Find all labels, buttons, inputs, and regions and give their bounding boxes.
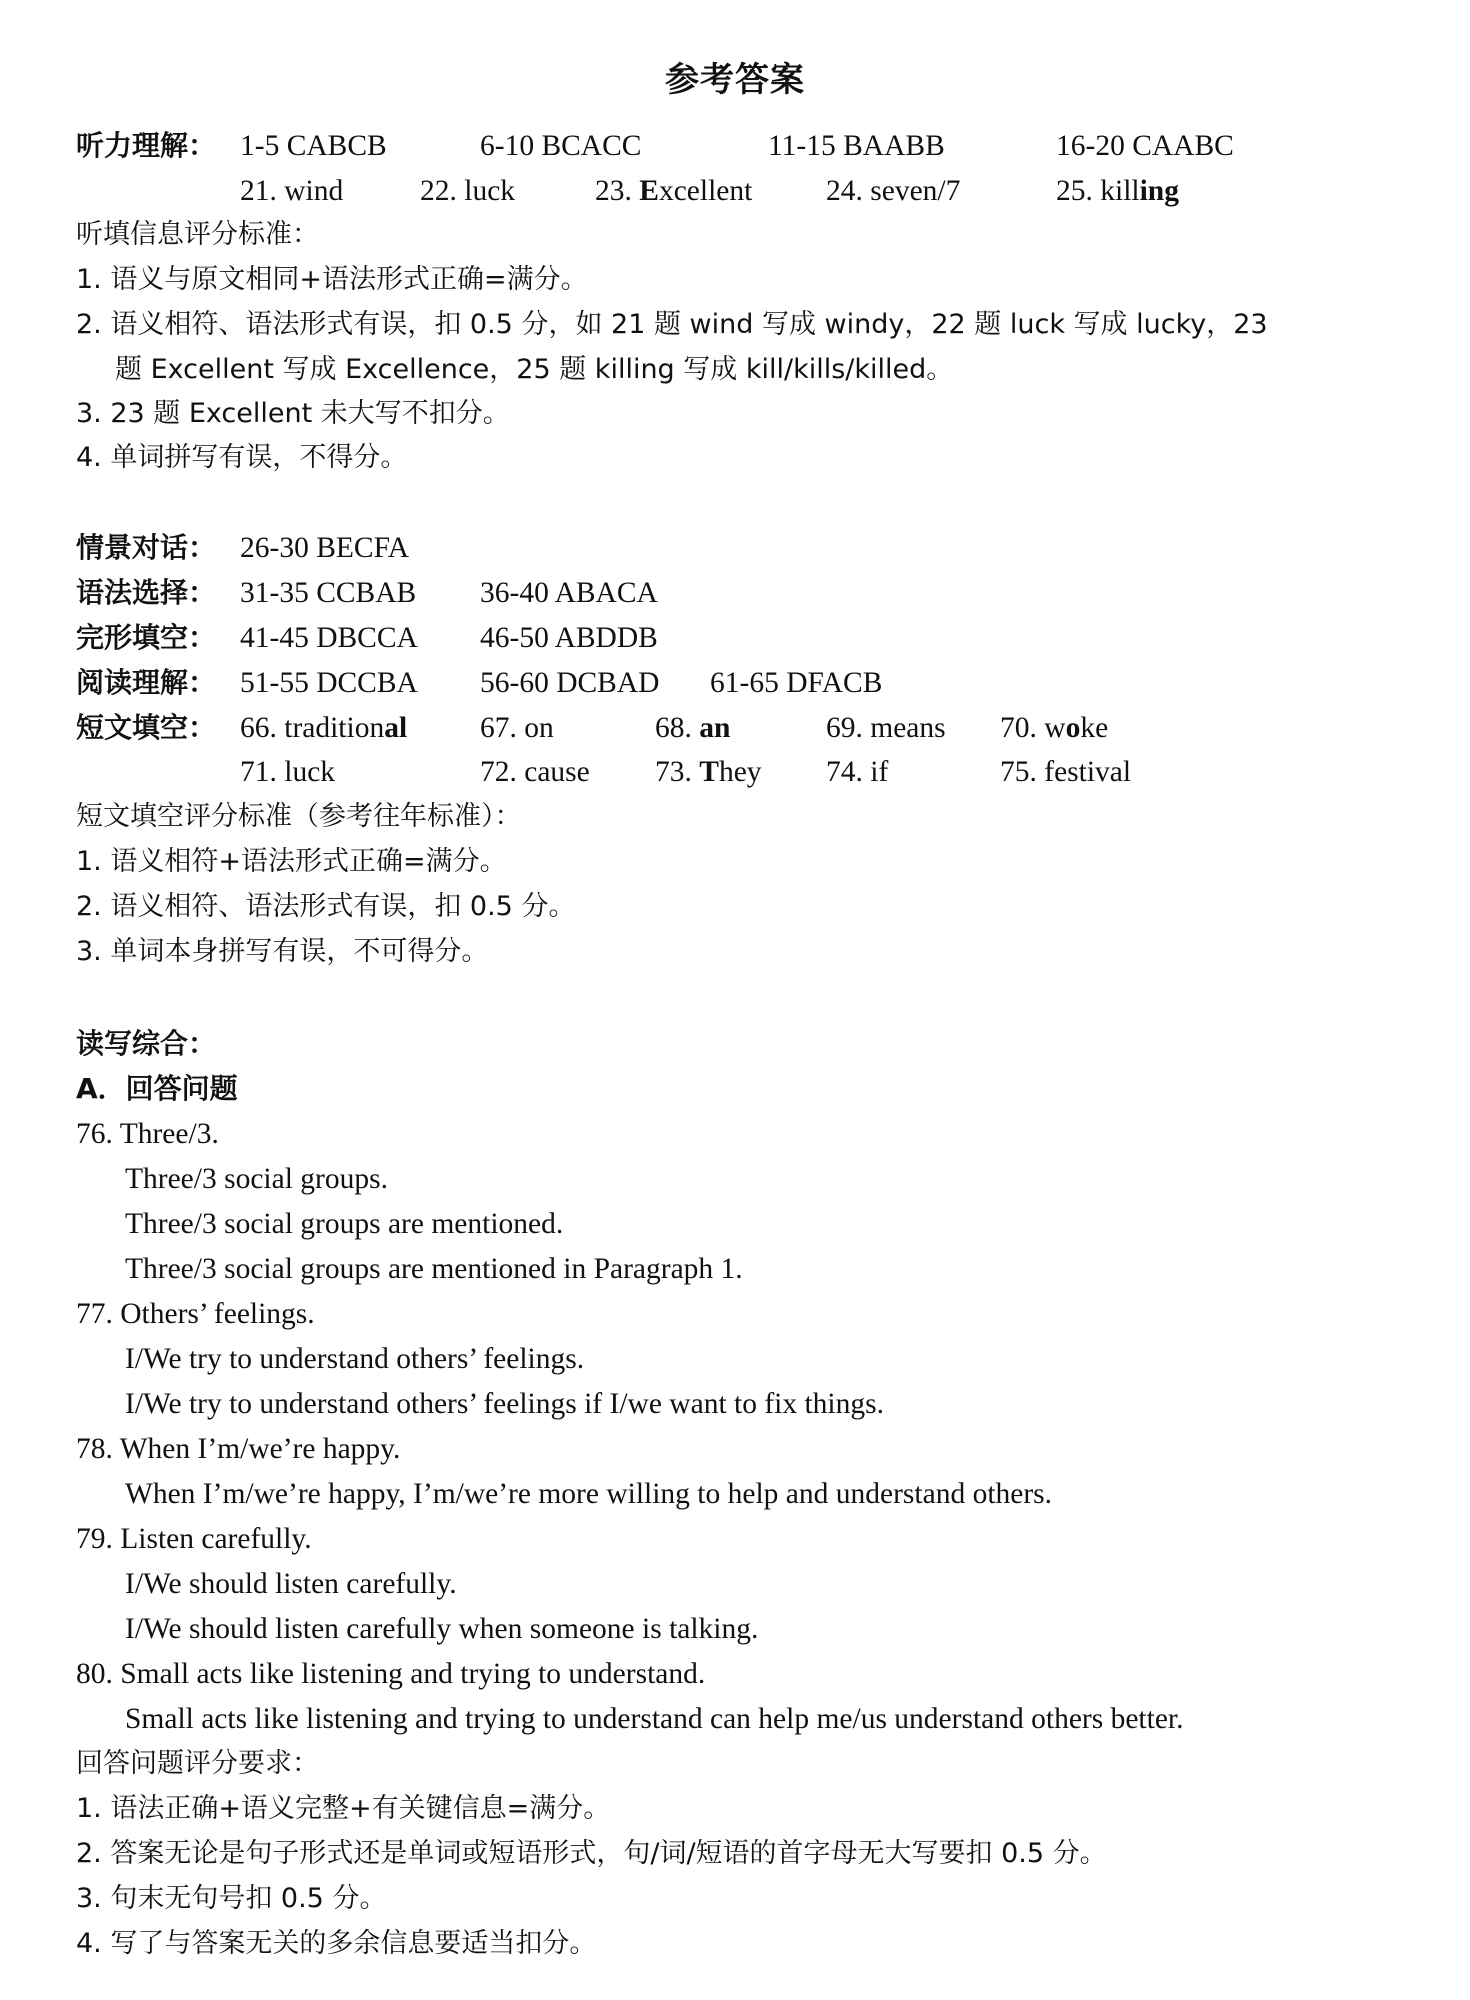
grammar-answer: 36-40 ABACA bbox=[480, 577, 658, 609]
cloze-answer: 41-45 DBCCA bbox=[240, 622, 418, 654]
qa-line: I/We try to understand others’ feelings if I/we want to fix things. bbox=[125, 1388, 884, 1420]
qa-line-79: 79. Listen carefully. bbox=[76, 1523, 312, 1555]
qa-line-78: 78. When I’m/we’re happy. bbox=[76, 1433, 401, 1465]
cloze-label: 完形填空： bbox=[76, 621, 217, 654]
fill-answer-70: 70. woke bbox=[1000, 712, 1109, 744]
qa-line: I/We should listen carefully. bbox=[125, 1568, 457, 1600]
qa-criteria-item: 4. 写了与答案无关的多余信息要适当扣分。 bbox=[76, 1928, 597, 1959]
dialogue-label: 情景对话： bbox=[76, 531, 217, 564]
dialogue-answer: 26-30 BECFA bbox=[240, 532, 410, 564]
reading-answer: 56-60 DCBAD bbox=[480, 667, 660, 699]
qa-criteria-item: 1. 语法正确+语义完整+有关键信息=满分。 bbox=[76, 1793, 611, 1824]
fill-answer-68: 68. an bbox=[655, 712, 731, 744]
fill-answer-75: 75. festival bbox=[1000, 756, 1132, 788]
fill-answer-72: 72. cause bbox=[480, 756, 590, 788]
fill-answer-69: 69. means bbox=[826, 712, 946, 744]
qa-criteria-item: 2. 答案无论是句子形式还是单词或短语形式，句/词/短语的首字母无大写要扣 0.5 分。 bbox=[76, 1838, 1107, 1869]
qa-line: Small acts like listening and trying to understand can help me/us understand others better. bbox=[125, 1703, 1184, 1735]
reading-answer: 51-55 DCCBA bbox=[240, 667, 418, 699]
listening-answer-22: 22. luck bbox=[420, 175, 516, 207]
fill-criteria-item: 3. 单词本身拼写有误，不可得分。 bbox=[76, 936, 489, 967]
qa-criteria-item: 3. 句末无句号扣 0.5 分。 bbox=[76, 1883, 387, 1914]
fill-answer-67: 67. on bbox=[480, 712, 554, 744]
qa-line: When I’m/we’re happy, I’m/we’re more willing to help and understand others. bbox=[125, 1478, 1053, 1510]
fill-label: 短文填空： bbox=[76, 711, 217, 744]
qa-line-80: 80. Small acts like listening and trying to understand. bbox=[76, 1658, 706, 1690]
listening-answer-16-20: 16-20 CAABC bbox=[1056, 130, 1234, 162]
listening-criteria-item: 4. 单词拼写有误，不得分。 bbox=[76, 442, 408, 473]
writing-label: 读写综合： bbox=[76, 1027, 217, 1060]
qa-line: Three/3 social groups are mentioned in Paragraph 1. bbox=[125, 1253, 743, 1285]
listening-label: 听力理解： bbox=[76, 129, 217, 162]
fill-criteria-title: 短文填空评分标准（参考往年标准）： bbox=[76, 801, 522, 832]
qa-line-76: 76. Three/3. bbox=[76, 1118, 219, 1150]
fill-answer-66: 66. traditional bbox=[240, 712, 408, 744]
qa-criteria-title: 回答问题评分要求： bbox=[76, 1748, 319, 1779]
listening-answer-25: 25. killing bbox=[1056, 175, 1179, 207]
qa-line-77: 77. Others’ feelings. bbox=[76, 1298, 315, 1330]
fill-answer-73: 73. They bbox=[655, 756, 762, 788]
listening-criteria-title: 听填信息评分标准： bbox=[76, 219, 319, 250]
listening-answer-1-5: 1-5 CABCB bbox=[240, 130, 387, 162]
listening-answer-24: 24. seven/7 bbox=[826, 175, 961, 207]
fill-criteria-item: 1. 语义相符+语法形式正确=满分。 bbox=[76, 846, 507, 877]
reading-label: 阅读理解： bbox=[76, 666, 217, 699]
fill-answer-74: 74. if bbox=[826, 756, 889, 788]
grammar-label: 语法选择： bbox=[76, 576, 217, 609]
listening-answer-21: 21. wind bbox=[240, 175, 344, 207]
reading-answer: 61-65 DFACB bbox=[710, 667, 883, 699]
section-a-heading: A．回答问题 bbox=[76, 1072, 238, 1105]
listening-answer-23: 23. Excellent bbox=[595, 175, 753, 207]
listening-criteria-item: 3. 23 题 Excellent 未大写不扣分。 bbox=[76, 398, 510, 429]
qa-line: I/We should listen carefully when someone is talking. bbox=[125, 1613, 759, 1645]
listening-answer-11-15: 11-15 BAABB bbox=[768, 130, 945, 162]
grammar-answer: 31-35 CCBAB bbox=[240, 577, 417, 609]
listening-criteria-item: 2. 语义相符、语法形式有误，扣 0.5 分，如 21 题 wind 写成 windy，22 题 luck 写成 lucky，23 bbox=[76, 309, 1268, 340]
page-title: 参考答案 bbox=[665, 60, 805, 100]
fill-criteria-item: 2. 语义相符、语法形式有误，扣 0.5 分。 bbox=[76, 891, 576, 922]
listening-criteria-item: 1. 语义与原文相同+语法形式正确=满分。 bbox=[76, 264, 588, 295]
cloze-answer: 46-50 ABDDB bbox=[480, 622, 658, 654]
listening-answer-6-10: 6-10 BCACC bbox=[480, 130, 642, 162]
qa-line: Three/3 social groups are mentioned. bbox=[125, 1208, 564, 1240]
fill-answer-71: 71. luck bbox=[240, 756, 336, 788]
qa-line: Three/3 social groups. bbox=[125, 1163, 388, 1195]
listening-criteria-item: 题 Excellent 写成 Excellence，25 题 killing 写成 kill/kills/killed。 bbox=[115, 354, 954, 385]
qa-line: I/We try to understand others’ feelings. bbox=[125, 1343, 585, 1375]
